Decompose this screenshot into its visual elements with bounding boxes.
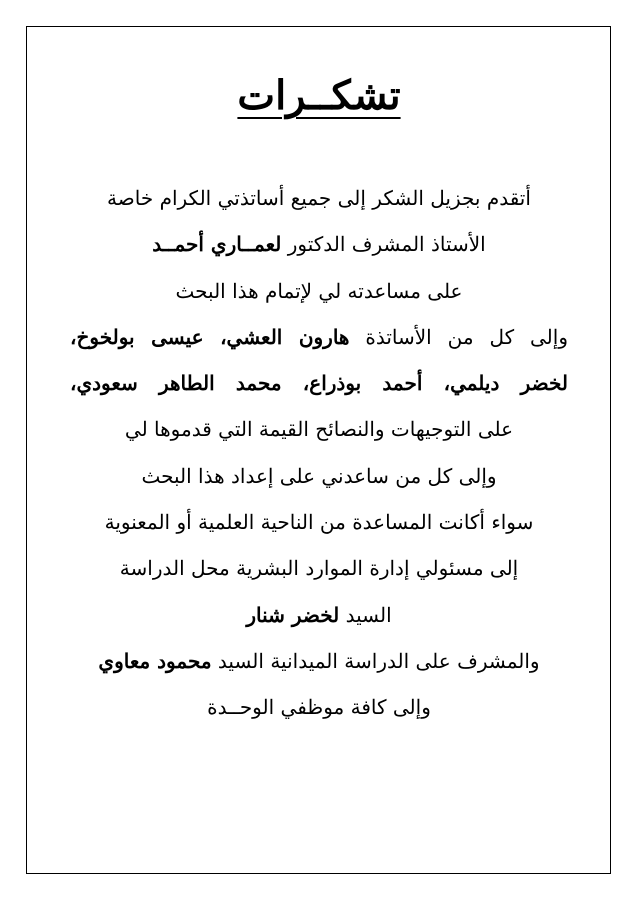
text-line — [70, 221, 568, 267]
line-text: السيد — [339, 602, 392, 627]
line-text: سواء أكانت المساعدة من الناحية العلمية أو المعنوية — [104, 510, 534, 535]
text-line — [70, 499, 568, 545]
professors-names: هارون العشي، عيسى بولخوخ، — [70, 324, 350, 349]
professors-names: لخضر ديلمي، أحمد بوذراع، محمد الطاهر سعودي، — [70, 371, 568, 396]
line-text: وإلى كل من ساعدني على إعداد هذا البحث — [141, 463, 497, 488]
text-line — [70, 545, 568, 591]
acknowledgements-body — [70, 175, 568, 731]
text-line — [70, 406, 568, 452]
text-line — [70, 314, 568, 360]
line-text: على مساعدته لي لإتمام هذا البحث — [175, 278, 463, 303]
line-text: الأستاذ المشرف الدكتور — [281, 232, 486, 257]
page-title — [0, 72, 638, 120]
supervisor-name: لعمــاري أحمــد — [152, 232, 282, 257]
line-text: وإلى كل من الأساتذة — [349, 324, 568, 349]
line-text: على التوجيهات والنصائح القيمة التي قدموها لي — [124, 417, 514, 442]
hr-officer-name: لخضر شنار — [246, 602, 340, 627]
field-supervisor-name: محمود معاوي — [98, 648, 212, 673]
line-text: والمشرف على الدراسة الميدانية السيد — [211, 648, 540, 673]
text-line — [70, 453, 568, 499]
line-text: أتقدم بجزيل الشكر إلى جميع أساتذتي الكرام خاصة — [107, 186, 531, 210]
text-line — [70, 175, 568, 221]
text-line — [70, 684, 568, 730]
title-text: تشكــرات — [237, 72, 401, 119]
text-line — [70, 638, 568, 684]
line-text: وإلى كافة موظفي الوحــدة — [207, 695, 431, 720]
line-text: إلى مسئولي إدارة الموارد البشرية محل الدراسة — [119, 556, 519, 581]
text-line — [70, 592, 568, 638]
text-line — [70, 268, 568, 314]
text-line — [70, 360, 568, 406]
